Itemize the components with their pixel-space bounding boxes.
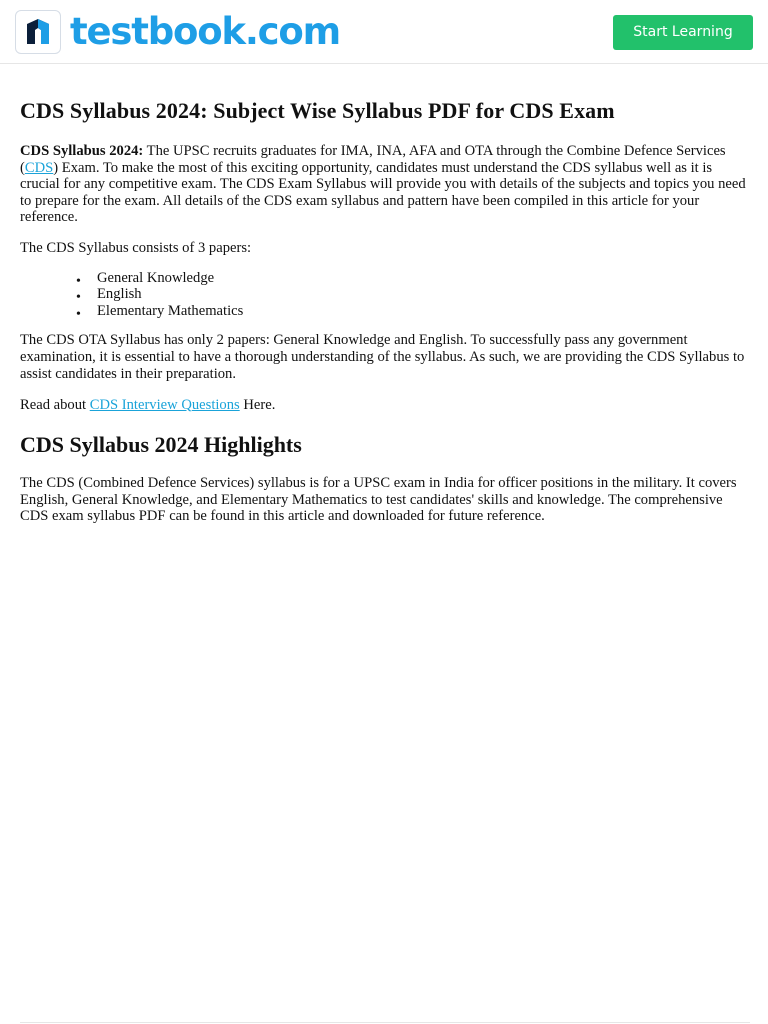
- ota-paragraph: The CDS OTA Syllabus has only 2 papers: General Knowledge and English. To successfully pass any government examination, it is essential to have a thorough understanding of the syllabus. As such, we are providing the CDS Syllabus to assist candidates in their preparation.: [20, 332, 745, 382]
- list-item-label: Elementary Mathematics: [97, 302, 244, 319]
- bullet-icon: •: [76, 273, 81, 289]
- site-header: [0, 0, 768, 64]
- bullet-icon: •: [76, 290, 81, 306]
- logo-wordmark[interactable]: testbook.com: [70, 10, 340, 53]
- cds-interview-questions-link[interactable]: CDS Interview Questions: [89, 396, 240, 413]
- read-about-paragraph: [20, 397, 750, 414]
- cds-link[interactable]: CDS: [24, 159, 54, 176]
- intro-paragraph: [20, 143, 750, 226]
- page-title: CDS Syllabus 2024: Subject Wise Syllabus PDF for CDS Exam: [20, 98, 615, 123]
- list-item: [20, 270, 750, 287]
- article-content: [20, 97, 750, 540]
- testbook-logo-icon[interactable]: [15, 10, 61, 54]
- intro-lead: CDS Syllabus 2024:: [20, 143, 144, 159]
- read-about-suffix: Here.: [239, 396, 276, 413]
- highlights-section: [20, 431, 750, 525]
- bullet-icon: •: [76, 306, 81, 322]
- highlights-heading: CDS Syllabus 2024 Highlights: [20, 432, 302, 458]
- list-item: [20, 303, 750, 320]
- intro-text-after-link: ) Exam. To make the most of this exciting opportunity, candidates must understand the CDS syllabus well as it is crucial for any competitive exam. The CDS Exam Syllabus will provide you with details of the subjects and topics you need to prepare for the exam. All details of the CDS exam syllabus and pattern have been compiled in this article for your reference.: [20, 159, 746, 226]
- list-item: [20, 286, 750, 306]
- papers-list: [20, 270, 750, 320]
- intro-text-before-link: The UPSC recruits graduates for IMA, INA, AFA and OTA through the Combine Defence Services (: [20, 143, 726, 176]
- papers-intro: The CDS Syllabus consists of 3 papers:: [20, 240, 252, 257]
- read-about-prefix: Read about: [20, 396, 90, 413]
- list-item-label: General Knowledge: [97, 269, 215, 286]
- list-item-label: English: [97, 286, 142, 303]
- divider: [20, 1022, 750, 1023]
- start-learning-button[interactable]: Start Learning: [613, 15, 753, 50]
- highlights-paragraph: The CDS (Combined Defence Services) syllabus is for a UPSC exam in India for officer positions in the military. It covers English, General Knowledge, and Elementary Mathematics to test candidates' skills and knowledge. The comprehensive CDS exam syllabus PDF can be found in this article and downloaded for future reference.: [20, 475, 737, 525]
